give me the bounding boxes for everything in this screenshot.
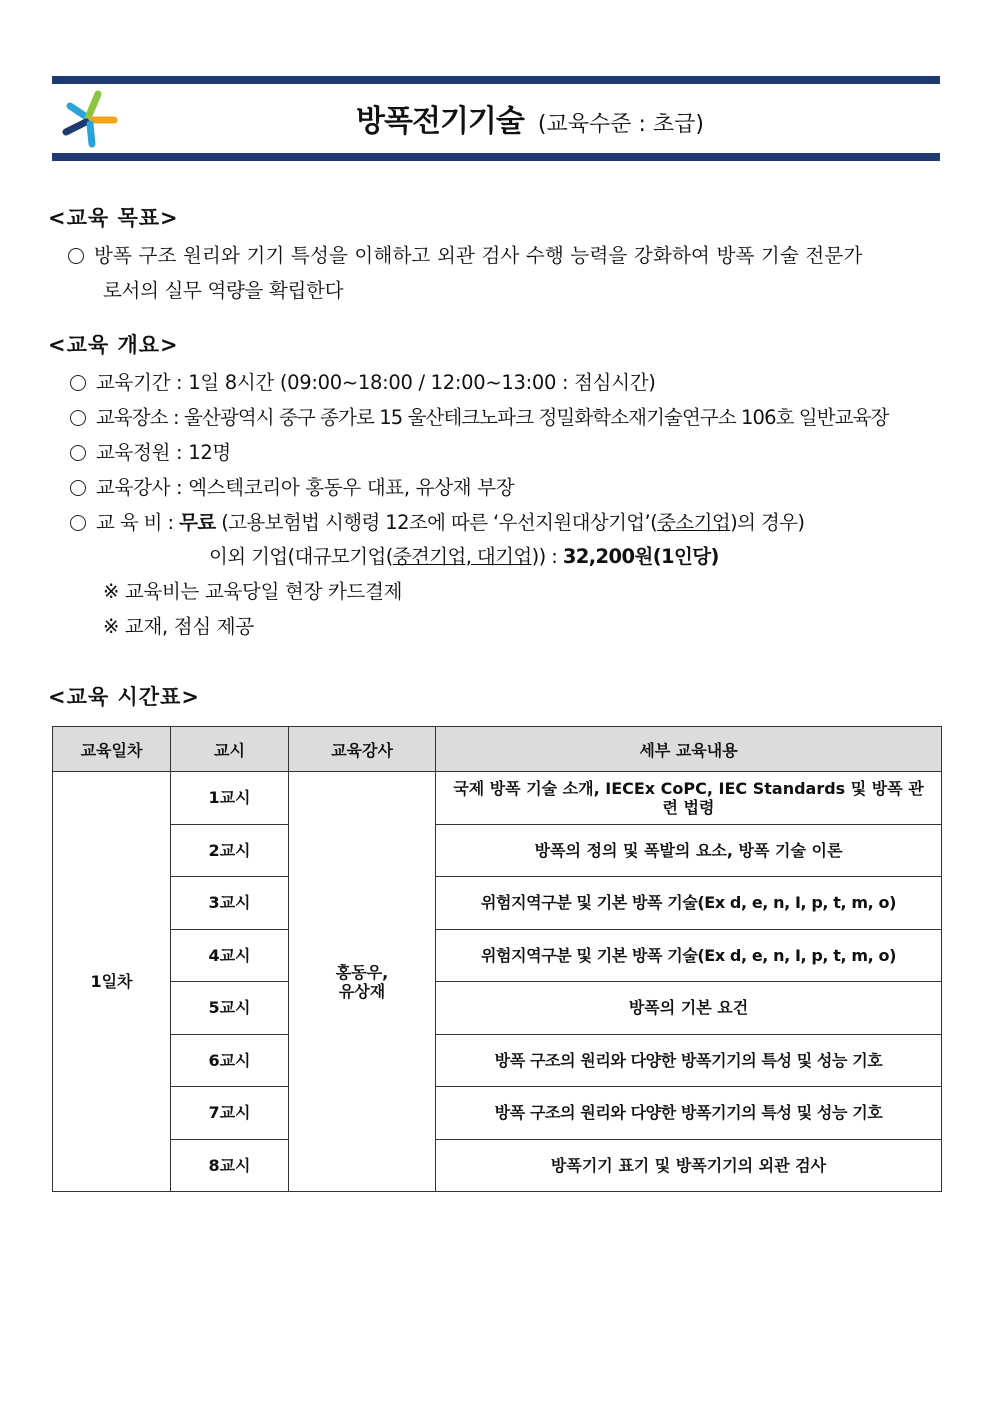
- period-cell: 6교시: [171, 1034, 289, 1087]
- overview-place: 교육장소 : 울산광역시 중구 종가로 15 울산테크노파크 정밀화학소재기술연구소 106호 일반교육장: [70, 402, 889, 430]
- page-title: [150, 96, 910, 140]
- fee-price: 32,200원(1인당): [562, 545, 719, 568]
- note-payment: ※ 교육비는 교육당일 현장 카드결제: [103, 580, 403, 603]
- period-cell: 4교시: [171, 929, 289, 982]
- header-top-bar: [52, 76, 940, 84]
- circle-bullet-icon: [70, 480, 86, 496]
- schedule-heading: <교육 시간표>: [48, 685, 200, 709]
- table-row: [53, 929, 942, 982]
- circle-bullet-icon: [70, 515, 86, 531]
- overview-heading: <교육 개요>: [48, 333, 179, 357]
- period-cell: 2교시: [171, 824, 289, 877]
- column-header: 세부 교육내용: [436, 727, 942, 772]
- fee-free: 무료: [179, 511, 216, 534]
- table-row: [53, 824, 942, 877]
- content-cell: 방폭의 기본 요건: [436, 982, 942, 1035]
- overview-fee: 교 육 비 : 무료 (고용보험법 시행령 12조에 따른 ‘우선지원대상기업’(중소기업)의 경우): [70, 507, 804, 535]
- day-cell: 1일차: [53, 772, 171, 1192]
- overview-instructor: 교육강사 : 엑스텍코리아 홍동우 대표, 유상재 부장: [70, 472, 514, 500]
- content-cell: 방폭 구조의 원리와 다양한 방폭기기의 특성 및 성능 기호: [436, 1087, 942, 1140]
- table-row: [53, 982, 942, 1035]
- table-row: [53, 877, 942, 930]
- content-cell: 방폭기기 표기 및 방폭기기의 외관 검사: [436, 1139, 942, 1192]
- table-row: [53, 772, 942, 825]
- period-cell: 8교시: [171, 1139, 289, 1192]
- overview-fee-other: 이외 기업(대규모기업(중견기업, 대기업)) : 32,200원(1인당): [209, 545, 719, 568]
- column-header: 교시: [171, 727, 289, 772]
- goal-text: 방폭 구조 원리와 기기 특성을 이해하고 외관 검사 수행 능력을 강화하여 방폭 기술 전문가: [68, 240, 948, 268]
- goal-text-continued: 로서의 실무 역량을 확립한다: [103, 279, 344, 302]
- column-header: 교육일차: [53, 727, 171, 772]
- course-level: (교육수준 : 초급): [537, 112, 704, 137]
- circle-bullet-icon: [68, 248, 84, 264]
- circle-bullet-icon: [70, 410, 86, 426]
- period-cell: 7교시: [171, 1087, 289, 1140]
- overview-capacity: 교육정원 : 12명: [70, 437, 231, 465]
- content-cell: 방폭의 정의 및 폭발의 요소, 방폭 기술 이론: [436, 824, 942, 877]
- course-title: 방폭전기기술: [356, 104, 524, 139]
- period-cell: 5교시: [171, 982, 289, 1035]
- table-header-row: [53, 727, 942, 772]
- content-cell: 국제 방폭 기술 소개, IECEx CoPC, IEC Standards 및 방폭 관련 법령: [436, 772, 942, 825]
- overview-period: 교육기간 : 1일 8시간 (09:00~18:00 / 12:00~13:00 : 점심시간): [70, 367, 656, 395]
- schedule-table: [52, 726, 942, 1192]
- table-row: [53, 1034, 942, 1087]
- table-row: [53, 1087, 942, 1140]
- circle-bullet-icon: [70, 445, 86, 461]
- instructor-cell: 홍동우, 유상재: [289, 772, 436, 1192]
- table-row: [53, 1139, 942, 1192]
- note-provided: ※ 교재, 점심 제공: [103, 615, 254, 638]
- content-cell: 방폭 구조의 원리와 다양한 방폭기기의 특성 및 성능 기호: [436, 1034, 942, 1087]
- header-bottom-bar: [52, 153, 940, 161]
- column-header: 교육강사: [289, 727, 436, 772]
- fee-large-company-label: 중견기업, 대기업: [392, 545, 532, 568]
- period-cell: 1교시: [171, 772, 289, 825]
- organization-logo-icon: [58, 88, 122, 150]
- circle-bullet-icon: [70, 375, 86, 391]
- content-cell: 위험지역구분 및 기본 방폭 기술(Ex d, e, n, I, p, t, m, o): [436, 929, 942, 982]
- content-cell: 위험지역구분 및 기본 방폭 기술(Ex d, e, n, I, p, t, m, o): [436, 877, 942, 930]
- goal-heading: <교육 목표>: [48, 206, 179, 230]
- fee-sme-label: 중소기업: [657, 511, 731, 534]
- period-cell: 3교시: [171, 877, 289, 930]
